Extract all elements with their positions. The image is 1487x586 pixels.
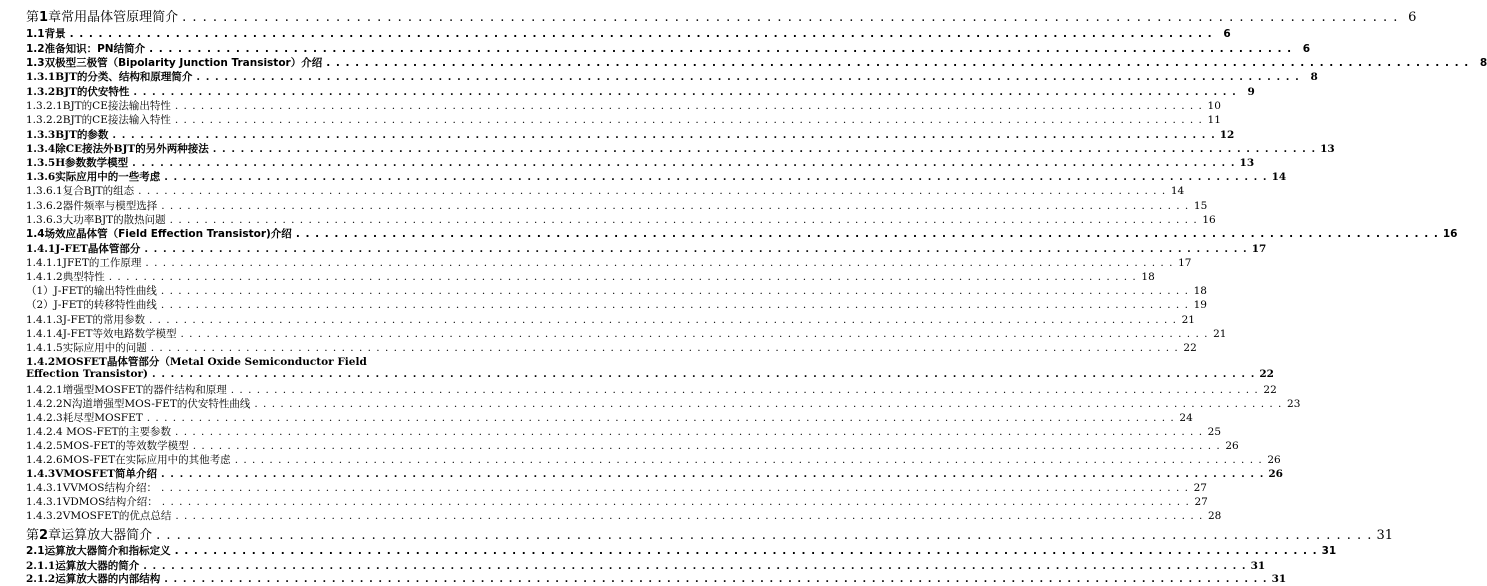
leader-dots	[161, 285, 1189, 297]
page-number: 11	[1207, 114, 1221, 126]
leader-dots	[161, 482, 1189, 494]
leader-dots	[175, 545, 1318, 557]
page-number: 13	[1320, 143, 1335, 155]
toc-entry[interactable]	[0, 368, 1274, 380]
leader-dots	[144, 243, 1247, 255]
entry-title: （1）J-FET的输出特性曲线	[26, 285, 157, 297]
page-number: 25	[1207, 426, 1222, 438]
entry-title: 1.4.1.4J-FET等效电路数学模型	[26, 328, 177, 340]
page-number: 8	[1479, 57, 1487, 69]
toc-entry[interactable]	[0, 141, 1335, 156]
page-number: 13	[1239, 157, 1255, 169]
leader-dots	[175, 100, 1203, 112]
toc-entry[interactable]	[0, 438, 1239, 453]
entry-title: 1.4.2.1增强型MOSFET的器件结构和原理	[26, 384, 227, 396]
toc-entry[interactable]	[0, 241, 1267, 256]
leader-dots	[162, 496, 1190, 508]
toc-entry[interactable]	[0, 155, 1255, 170]
entry-title: 1.2准备知识：PN结简介	[26, 43, 146, 55]
leader-dots	[161, 299, 1189, 311]
leader-dots	[164, 171, 1267, 183]
entry-title: 1.3.2.1BJT的CE接法输出特性	[26, 100, 171, 112]
entry-title: 1.4.1.5实际应用中的问题	[26, 342, 147, 354]
page-number: 22	[1183, 342, 1197, 354]
toc-entry[interactable]	[0, 283, 1207, 298]
toc-entry[interactable]	[0, 452, 1281, 467]
toc-entry[interactable]	[0, 98, 1221, 113]
leader-dots	[161, 200, 1189, 212]
page-number: 26	[1267, 454, 1281, 466]
toc-entry[interactable]	[0, 127, 1235, 142]
entry-title: 1.4.1.2典型特性	[26, 271, 105, 283]
page-number: 14	[1271, 171, 1287, 183]
entry-title: 1.4.2.5MOS-FET的等效数学模型	[26, 440, 189, 452]
leader-dots	[132, 157, 1235, 169]
entry-title: 1.4.3.1VDMOS结构介绍：	[26, 496, 158, 508]
entry-title: 1.3.1BJT的分类、结构和原理简介	[26, 71, 193, 83]
entry-title: 1.3.4除CE接法外BJT的另外两种接法	[26, 143, 209, 155]
entry-title: 1.4.2.6MOS-FET在实际应用中的其他考虑	[26, 454, 231, 466]
leader-dots	[182, 10, 1398, 25]
leader-dots	[235, 454, 1263, 466]
toc-entry[interactable]	[0, 41, 1311, 56]
page-number: 18	[1141, 271, 1155, 283]
toc-entry[interactable]	[0, 26, 1231, 41]
leader-dots	[70, 28, 1213, 40]
leader-dots	[156, 528, 1372, 543]
page-number: 26	[1225, 440, 1239, 452]
entry-title: 1.4场效应晶体管（Field Effection Transistor)介绍	[26, 228, 292, 240]
leader-dots	[149, 314, 1177, 326]
entry-title: 2.1运算放大器简介和指标定义	[26, 545, 171, 557]
entry-title: 1.3.5H参数数学模型	[26, 157, 129, 169]
page-number: 28	[1207, 510, 1222, 522]
entry-title: 1.4.3VMOSFET简单介绍	[26, 468, 157, 480]
toc-entry[interactable]	[0, 410, 1193, 425]
toc-chapter-1[interactable]	[0, 6, 1417, 25]
page-number: 23	[1287, 398, 1301, 410]
leader-dots	[164, 573, 1267, 585]
toc-entry[interactable]	[0, 543, 1337, 558]
entry-title: 1.3.6.2器件频率与模型选择	[26, 200, 158, 212]
page-number: 31	[1321, 545, 1337, 557]
entry-title: （2）J-FET的转移特性曲线	[26, 299, 157, 311]
toc-entry[interactable]	[0, 396, 1301, 411]
chapter-number: 2	[39, 528, 49, 543]
leader-dots	[133, 86, 1236, 98]
page-number: 12	[1219, 129, 1235, 141]
toc-entry[interactable]	[0, 183, 1185, 198]
leader-dots	[196, 71, 1299, 83]
chapter-title: 章常用晶体管原理简介	[48, 10, 179, 25]
toc-entry[interactable]	[0, 466, 1283, 481]
entry-title: 1.3.6.1复合BJT的组态	[26, 185, 135, 197]
entry-title: 1.4.2.2N沟道增强型MOS-FET的伏安特性曲线	[26, 398, 251, 410]
chapter-number: 1	[39, 10, 49, 25]
entry-title: 1.4.3.2VMOSFET的优点总结	[26, 510, 172, 522]
leader-dots	[254, 398, 1282, 410]
leader-dots	[149, 43, 1292, 55]
page-number: 21	[1181, 314, 1195, 326]
page-number: 22	[1263, 384, 1277, 396]
page-number: 16	[1442, 228, 1458, 240]
entry-title: 1.3双极型三极管（Bipolarity Junction Transistor）介绍	[26, 57, 323, 69]
page-number: 6	[1223, 28, 1231, 40]
toc-entry[interactable]	[0, 169, 1287, 184]
toc-entry[interactable]	[0, 571, 1287, 586]
entry-title: 1.3.6.3大功率BJT的散热问题	[26, 214, 166, 226]
toc-entry[interactable]	[0, 297, 1207, 312]
leader-dots	[175, 510, 1203, 522]
toc-entry[interactable]	[0, 312, 1195, 327]
toc-entry[interactable]	[0, 326, 1227, 341]
entry-title: 1.4.1J-FET晶体管部分	[26, 243, 141, 255]
toc-entry[interactable]	[0, 494, 1208, 509]
entry-title: 1.1背景	[26, 28, 66, 40]
page-number: 24	[1179, 412, 1193, 424]
page-number: 6	[1408, 10, 1417, 25]
leader-dots	[326, 57, 1469, 69]
leader-dots	[112, 129, 1215, 141]
chapter-prefix: 第	[26, 10, 40, 25]
page-number: 31	[1376, 528, 1393, 543]
toc-entry[interactable]	[0, 84, 1255, 99]
leader-dots	[109, 271, 1137, 283]
toc-entry[interactable]	[0, 480, 1207, 495]
chapter-title: 章运算放大器简介	[48, 528, 153, 543]
page-number: 17	[1251, 243, 1267, 255]
entry-title: 2.1.1运算放大器的简介	[26, 560, 140, 572]
entry-title: 1.4.2.3耗尽型MOSFET	[26, 412, 143, 424]
leader-dots	[145, 257, 1173, 269]
toc-entry[interactable]	[0, 226, 1458, 241]
page-number: 27	[1193, 482, 1207, 494]
leader-dots	[147, 412, 1175, 424]
page-number: 10	[1207, 100, 1221, 112]
page-number: 16	[1202, 214, 1216, 226]
toc-entry[interactable]	[0, 212, 1216, 227]
leader-dots	[175, 114, 1203, 126]
toc-entry[interactable]	[0, 112, 1221, 127]
entry-title: 1.4.2.4 MOS-FET的主要参数	[26, 426, 172, 438]
entry-title: 1.3.2.2BJT的CE接法输入特性	[26, 114, 171, 126]
leader-dots	[193, 440, 1221, 452]
toc-entry-first-line[interactable]: 1.4.2MOSFET晶体管部分（Metal Oxide Semiconductor Field	[26, 356, 367, 368]
page-number: 6	[1302, 43, 1311, 55]
leader-dots	[138, 185, 1166, 197]
entry-title: 1.4.1.1JFET的工作原理	[26, 257, 142, 269]
entry-title: 1.3.3BJT的参数	[26, 129, 109, 141]
toc-entry[interactable]	[0, 508, 1222, 523]
page-number: 19	[1193, 299, 1207, 311]
leader-dots	[213, 143, 1316, 155]
toc-entry[interactable]	[0, 424, 1222, 439]
entry-title: 2.1.2运算放大器的内部结构	[26, 573, 161, 585]
toc-chapter-2[interactable]	[0, 524, 1393, 543]
page-number: 14	[1170, 185, 1185, 197]
entry-title: 1.3.6实际应用中的一些考虑	[26, 171, 161, 183]
page-number: 27	[1194, 496, 1208, 508]
leader-dots	[296, 228, 1439, 240]
leader-dots	[151, 342, 1179, 354]
chapter-prefix: 第	[26, 528, 40, 543]
entry-title: Effection Transistor)	[26, 368, 149, 380]
leader-dots	[175, 426, 1203, 438]
page-number: 26	[1268, 468, 1283, 480]
page-number: 15	[1193, 200, 1208, 212]
toc-entry[interactable]	[0, 55, 1487, 70]
entry-title: 1.3.2BJT的伏安特性	[26, 86, 130, 98]
leader-dots	[161, 468, 1264, 480]
leader-dots	[152, 368, 1255, 380]
page-number: 17	[1178, 257, 1192, 269]
toc-entry[interactable]	[0, 198, 1208, 213]
toc-entry[interactable]	[0, 340, 1197, 355]
leader-dots	[170, 214, 1198, 226]
entry-title: 1.4.3.1VVMOS结构介绍：	[26, 482, 157, 494]
toc-entry[interactable]	[0, 269, 1155, 284]
toc-entry[interactable]	[0, 255, 1192, 270]
page-number: 8	[1310, 71, 1318, 83]
page-number: 9	[1247, 86, 1255, 98]
page-number: 31	[1250, 560, 1266, 572]
page-number: 22	[1259, 368, 1274, 380]
leader-dots	[180, 328, 1208, 340]
page-number: 18	[1193, 285, 1207, 297]
toc-entry[interactable]	[0, 69, 1318, 84]
page-number: 31	[1271, 573, 1287, 585]
entry-title: 1.4.1.3J-FET的常用参数	[26, 314, 145, 326]
page-number: 21	[1213, 328, 1227, 340]
toc-entry[interactable]	[0, 382, 1277, 397]
leader-dots	[231, 384, 1259, 396]
